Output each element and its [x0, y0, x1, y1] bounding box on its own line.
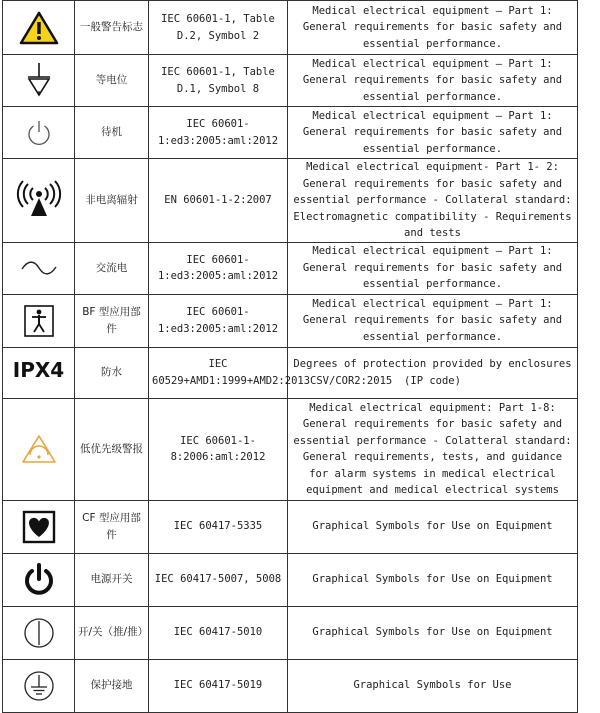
symbol-name: 一般警告标志: [75, 1, 149, 55]
icon-cell: [3, 107, 75, 159]
symbol-name: CF 型应用部件: [75, 500, 149, 553]
standard-description: Medical electrical equipment — Part 1: General requirements for basic safety and essential performance.: [288, 242, 578, 294]
ipx4-icon: IPX4: [12, 358, 65, 383]
table-row: [3, 500, 578, 553]
table-row: [3, 347, 578, 398]
standard-reference: IEC 60601-1-8:2006:aml:2012: [149, 398, 288, 500]
low-priority-alarm-icon: [20, 433, 58, 465]
icon-cell: [3, 553, 75, 606]
table-row: [3, 398, 578, 500]
icon-cell: [3, 55, 75, 107]
alternating-current-icon: [19, 258, 59, 278]
table-row: [3, 553, 578, 606]
symbol-name: 电源开关: [75, 553, 149, 606]
standard-description: Medical electrical equipment — Part 1: General requirements for basic safety and essential performance.: [288, 55, 578, 107]
standard-reference: IEC 60529+AMD1:1999+AMD2:2013CSV/COR2:2015: [149, 347, 288, 398]
standard-description: Degrees of protection provided by enclosures (IP code): [288, 347, 578, 398]
standard-description: Graphical Symbols for Use: [288, 659, 578, 712]
icon-cell: [3, 242, 75, 294]
symbol-name: 非电离辐射: [75, 159, 149, 243]
symbols-table: [2, 0, 578, 713]
standard-reference: IEC 60601-1, Table D.1, Symbol 8: [149, 55, 288, 107]
general-warning-triangle-icon: [19, 11, 59, 45]
bf-applied-part-icon: [23, 304, 55, 338]
symbol-name: 开/关（推/推）: [75, 606, 149, 659]
standard-reference: IEC 60601-1:ed3:2005:aml:2012: [149, 242, 288, 294]
symbol-name: BF 型应用部件: [75, 294, 149, 347]
icon-cell: [3, 159, 75, 243]
standard-reference: EN 60601-1-2:2007: [149, 159, 288, 243]
cf-applied-part-icon: [22, 510, 56, 544]
icon-cell: [3, 1, 75, 55]
standard-description: Graphical Symbols for Use on Equipment: [288, 606, 578, 659]
icon-cell: [3, 500, 75, 553]
standard-description: Graphical Symbols for Use on Equipment: [288, 500, 578, 553]
standard-reference: IEC 60417-5010: [149, 606, 288, 659]
standard-description: Medical electrical equipment — Part 1: General requirements for basic safety and essential performance.: [288, 1, 578, 55]
icon-cell: [3, 606, 75, 659]
equipotentiality-icon: [24, 61, 54, 101]
table-row: [3, 294, 578, 347]
table-row: [3, 606, 578, 659]
standard-reference: IEC 60417-5019: [149, 659, 288, 712]
symbol-name: 待机: [75, 107, 149, 159]
icon-cell: [3, 294, 75, 347]
standard-reference: IEC 60417-5007, 5008: [149, 553, 288, 606]
non-ionizing-radiation-icon: [17, 180, 61, 220]
on-off-push-icon: [22, 616, 56, 650]
standard-description: Graphical Symbols for Use on Equipment: [288, 553, 578, 606]
standard-reference: IEC 60601-1:ed3:2005:aml:2012: [149, 294, 288, 347]
symbol-name: 低优先级警报: [75, 398, 149, 500]
table-row: [3, 1, 578, 55]
symbol-name: 防水: [75, 347, 149, 398]
symbol-name: 保护接地: [75, 659, 149, 712]
icon-cell: [3, 347, 75, 398]
table-row: [3, 159, 578, 243]
standard-description: Medical electrical equipment- Part 1- 2: General requirements for basic safety and essential performance - Collateral standard: Electromagnetic compatibility - Requirements and tests: [288, 159, 578, 243]
standard-reference: IEC 60601-1:ed3:2005:aml:2012: [149, 107, 288, 159]
standard-description: Medical electrical equipment: Part 1-8: General requirements for basic safety and essential performance - Colatteral standard: General requirements, tests, and guidance for alarm systems in medical electrical equipment and medical electrical systems: [288, 398, 578, 500]
standard-reference: IEC 60601-1, Table D.2, Symbol 2: [149, 1, 288, 55]
symbol-name: 交流电: [75, 242, 149, 294]
table-row: [3, 242, 578, 294]
standby-icon: [24, 118, 54, 148]
protective-earth-icon: [22, 669, 56, 703]
table-row: [3, 659, 578, 712]
table-row: [3, 107, 578, 159]
standard-description: Medical electrical equipment — Part 1: General requirements for basic safety and essential performance.: [288, 107, 578, 159]
power-switch-icon: [22, 562, 56, 598]
icon-cell: [3, 398, 75, 500]
table-row: [3, 55, 578, 107]
icon-cell: [3, 659, 75, 712]
standard-description: Medical electrical equipment — Part 1: General requirements for basic safety and essential performance.: [288, 294, 578, 347]
symbol-name: 等电位: [75, 55, 149, 107]
standard-reference: IEC 60417-5335: [149, 500, 288, 553]
